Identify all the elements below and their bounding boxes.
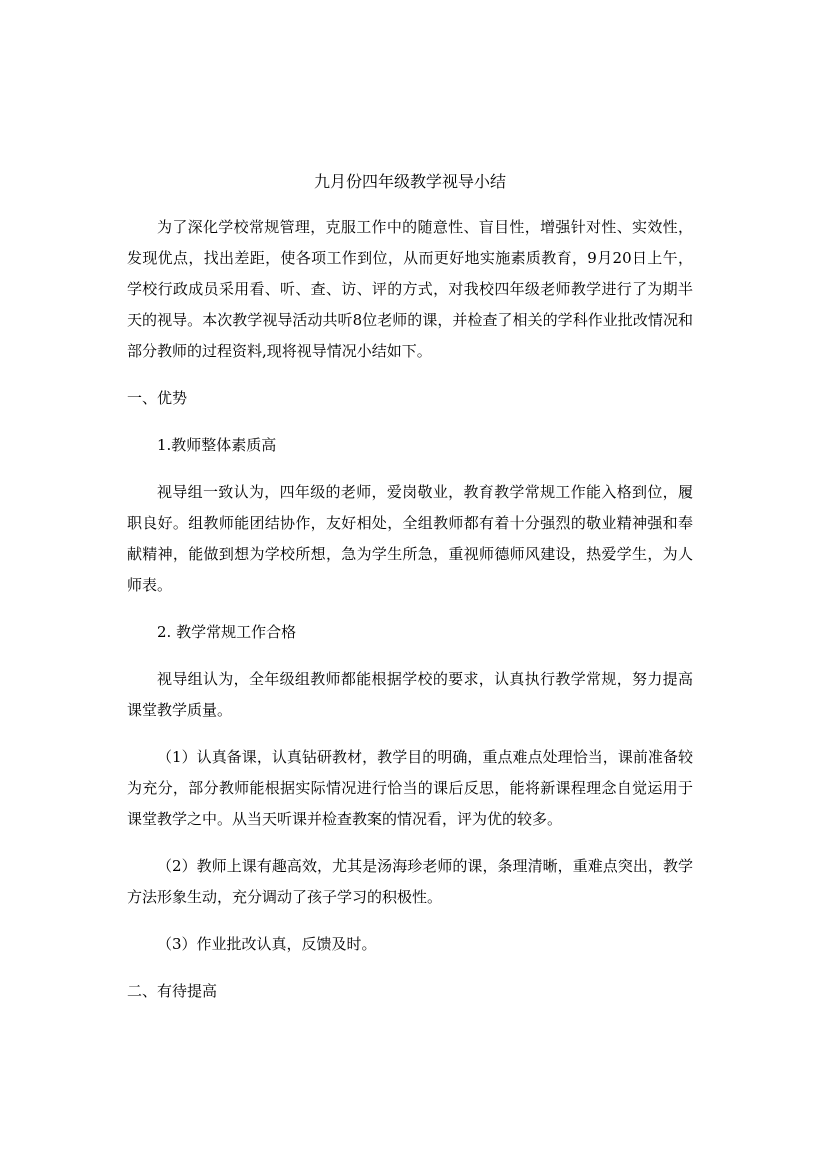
list-item-homework-marking: （3）作业批改认真，反馈及时。 [157,935,377,953]
paragraph-teaching-routine: 视导组认为，全年级组教师都能根据学校的要求，认真执行教学常规，努力提高课堂教学质量。 [127,670,693,719]
document-page [127,168,693,1023]
list-item-lesson-prep: （1）认真备课，认真钻研教材，教学目的明确，重点难点处理恰当，课前准备较为充分，部分教师能根据实际情况进行恰当的课后反思，能将新课程理念自觉运用于课堂教学之中。从当天听课并检查教案的情况看，评为优的较多。 [127,748,693,828]
subheading-teacher-quality: 1.教师整体素质高 [157,436,277,454]
document-title: 九月份四年级教学视导小结 [313,172,506,191]
section-heading-strengths: 一、优势 [127,389,188,407]
list-item-classroom-teaching: （2）教师上课有趣高效，尤其是汤海珍老师的课，条理清晰，重难点突出，教学方法形象生动，充分调动了孩子学习的积极性。 [127,857,693,906]
section-heading-improvements: 二、有待提高 [127,982,218,1000]
intro-paragraph: 为了深化学校常规管理，克服工作中的随意性、盲目性，增强针对性、实效性，发现优点，找出差距，使各项工作到位，从而更好地实施素质教育，9月20日上午，学校行政成员采用看、听、查、访、评的方式，对我校四年级老师教学进行了为期半天的视导。本次教学视导活动共听8位老师的课，并检查了相关的学科作业批改情况和部分教师的过程资料,现将视导情况小结如下。 [127,218,693,360]
paragraph-teacher-quality: 视导组一致认为，四年级的老师，爱岗敬业，教育教学常规工作能入格到位，履职良好。组教师能团结协作，友好相处，全组教师都有着十分强烈的敬业精神强和奉献精神，能做到想为学校所想，急为学生所急，重视师德师风建设，热爱学生，为人师表。 [127,483,693,594]
subheading-teaching-routine: 2. 教学常规工作合格 [157,623,297,641]
